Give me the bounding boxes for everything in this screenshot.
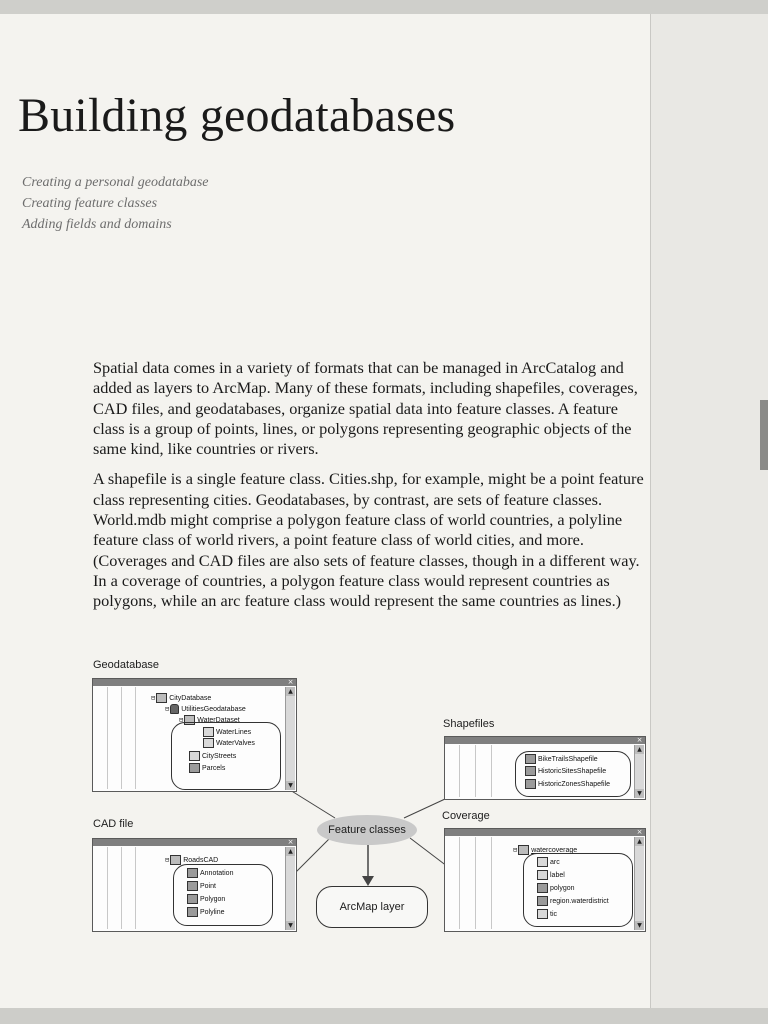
tree-guide bbox=[491, 837, 492, 929]
scrollbar[interactable] bbox=[634, 745, 644, 798]
window-titlebar bbox=[445, 737, 645, 744]
tree-item[interactable]: HistoricSitesShapefile bbox=[525, 766, 606, 777]
tree-item[interactable]: region.waterdistrict bbox=[537, 896, 609, 907]
tree-guide bbox=[121, 687, 122, 789]
database-icon bbox=[170, 704, 179, 714]
feature-class-highlight bbox=[171, 722, 281, 790]
feature-class-highlight bbox=[523, 853, 633, 927]
coverage-window bbox=[444, 828, 646, 932]
tree-item[interactable]: WaterLines bbox=[203, 727, 251, 738]
shapefiles-caption: Shapefiles bbox=[443, 718, 495, 730]
tree-item[interactable]: CityStreets bbox=[189, 751, 236, 762]
tree-item[interactable]: ⊟ UtilitiesGeodatabase bbox=[165, 705, 246, 713]
scroll-up-icon[interactable]: ▲ bbox=[286, 847, 295, 856]
tree-item[interactable]: Point bbox=[187, 881, 216, 892]
scrollbar[interactable] bbox=[634, 837, 644, 930]
coverage-caption: Coverage bbox=[442, 810, 490, 822]
arcmap-layer-node: ArcMap layer bbox=[316, 886, 428, 928]
window-titlebar bbox=[93, 679, 296, 686]
window-titlebar bbox=[93, 839, 296, 846]
tree-guide bbox=[475, 837, 476, 929]
folder-icon bbox=[156, 693, 167, 703]
tree-item[interactable]: tic bbox=[537, 909, 557, 920]
tree-item[interactable]: polygon bbox=[537, 883, 575, 894]
tree-item[interactable]: HistoricZonesShapefile bbox=[525, 779, 610, 790]
arrowhead bbox=[362, 876, 374, 886]
scroll-down-icon[interactable]: ▼ bbox=[286, 781, 295, 790]
tree-item[interactable]: ⊟ RoadsCAD bbox=[165, 856, 219, 864]
scroll-down-icon[interactable]: ▼ bbox=[635, 789, 644, 798]
scrollbar[interactable] bbox=[285, 847, 295, 930]
tree-item[interactable]: Polygon bbox=[187, 894, 225, 905]
tree-item[interactable]: label bbox=[537, 870, 565, 881]
connector-line bbox=[290, 790, 335, 818]
tree-guide bbox=[459, 745, 460, 797]
close-icon[interactable]: × bbox=[636, 828, 643, 836]
tree-guide bbox=[459, 837, 460, 929]
tree-guide bbox=[121, 847, 122, 929]
shapefiles-window bbox=[444, 736, 646, 800]
tree-guide bbox=[107, 847, 108, 929]
tree-item[interactable]: Parcels bbox=[189, 763, 225, 774]
coverage-icon bbox=[518, 845, 529, 855]
tree-guide bbox=[107, 687, 108, 789]
cad-dataset-icon bbox=[170, 855, 181, 865]
paragraph: A shapefile is a single feature class. Cities.shp, for example, might be a point feature class representing cities. Geodatabases, by contrast, are sets of feature classes. World.mdb might comprise a polygon feature class of world countries, a polyline feature class of world rivers, a point feature class of world cities, and more. (Coverages and CAD files are also sets of feature classes, though in a different way. In a coverage of countries, a polygon feature class would represent countries as polygons, while an arc feature class would represent the same countries as lines.) bbox=[93, 469, 644, 611]
scroll-down-icon[interactable]: ▼ bbox=[635, 921, 644, 930]
scroll-up-icon[interactable]: ▲ bbox=[635, 745, 644, 754]
tree-guide bbox=[135, 687, 136, 789]
tree-item[interactable]: WaterValves bbox=[203, 738, 255, 749]
feature-classes-node: Feature classes bbox=[317, 815, 417, 845]
subtopic-item: Creating a personal geodatabase bbox=[22, 175, 209, 190]
feature-class-highlight bbox=[515, 751, 631, 797]
window-titlebar bbox=[445, 829, 645, 836]
tree-item[interactable]: Polyline bbox=[187, 907, 225, 918]
cad-caption: CAD file bbox=[93, 818, 134, 830]
close-icon[interactable]: × bbox=[636, 736, 643, 744]
connector-line bbox=[292, 838, 330, 876]
tree-item[interactable]: BikeTrailsShapefile bbox=[525, 754, 598, 765]
geodatabase-window bbox=[92, 678, 297, 792]
subtopic-item: Adding fields and domains bbox=[22, 217, 172, 232]
feature-class-highlight bbox=[173, 864, 273, 926]
tree-guide bbox=[475, 745, 476, 797]
tree-guide bbox=[491, 745, 492, 797]
cad-window bbox=[92, 838, 297, 932]
close-icon[interactable]: × bbox=[287, 838, 294, 846]
geodatabase-caption: Geodatabase bbox=[93, 659, 160, 671]
scroll-up-icon[interactable]: ▲ bbox=[635, 837, 644, 846]
tree-item[interactable]: ⊟ WaterDataset bbox=[179, 716, 240, 724]
page-title: Building geodatabases bbox=[18, 89, 456, 142]
tree-item[interactable]: arc bbox=[537, 857, 560, 868]
tree-guide bbox=[135, 847, 136, 929]
close-icon[interactable]: × bbox=[287, 678, 294, 686]
scroll-down-icon[interactable]: ▼ bbox=[286, 921, 295, 930]
scroll-up-icon[interactable]: ▲ bbox=[286, 687, 295, 696]
tree-item[interactable]: ⊟ CityDatabase bbox=[151, 694, 212, 702]
scrollbar[interactable] bbox=[285, 687, 295, 790]
subtopic-item: Creating feature classes bbox=[22, 196, 158, 211]
tree-item[interactable]: Annotation bbox=[187, 868, 233, 879]
tree-item[interactable]: ⊟ watercoverage bbox=[513, 846, 578, 854]
paragraph: Spatial data comes in a variety of formats that can be managed in ArcCatalog and added as layers to ArcMap. Many of these formats, including shapefiles, coverages, CAD files, and geodatabases, organize spatial data into feature classes. A feature class is a group of points, lines, or polygons representing geographic objects of the same kind, like countries or rivers. bbox=[93, 358, 638, 459]
